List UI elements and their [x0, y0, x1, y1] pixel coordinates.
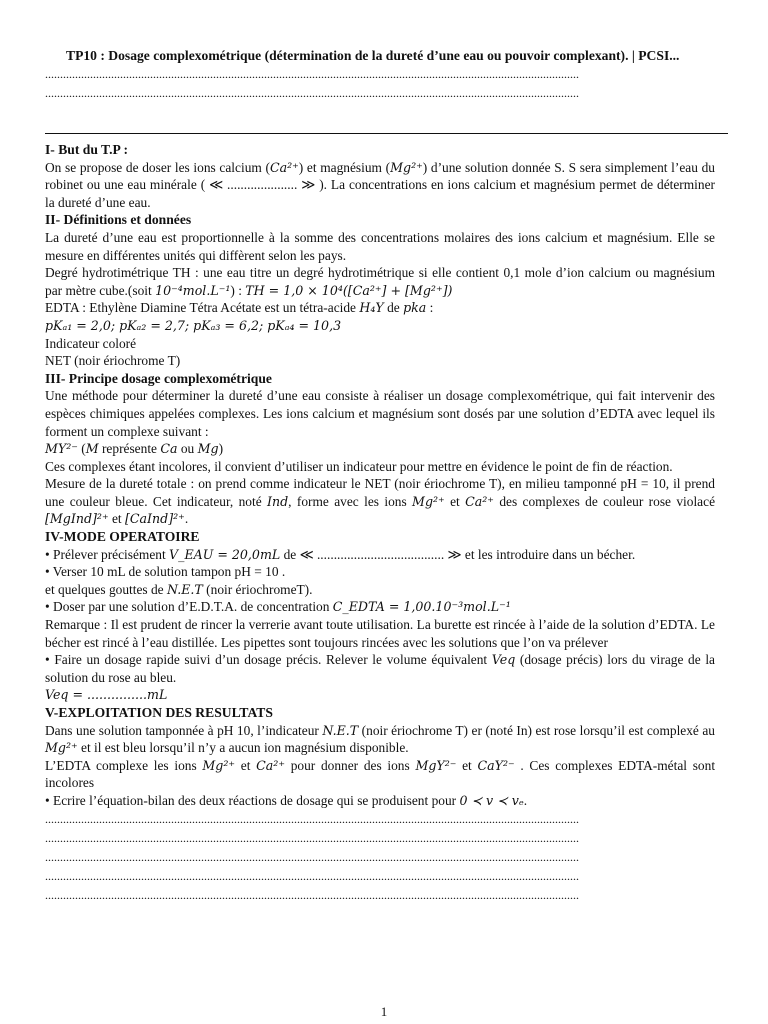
paragraph: Remarque : Il est prudent de rincer la verrerie avant toute utilisation. La burette est rincée à l’aide de la solution d’EDTA. Le bécher est rincé à l’eau distillée. Les pipettes sont toujours rincées avec les solutions que l’on va prélever — [45, 617, 715, 650]
paragraph: Mesure de la dureté totale : on prend comme indicateur le NET (noir ériochrome T), en milieu tamponné pH = 10, il prend une couleur bleue. Cet indicateur, noté Ind, forme avec les ions Mg²⁺ et Ca²⁺ des complexes de couleur rose violacé [MgInd]²⁺ et [CaInd]²⁺. — [45, 476, 716, 527]
paragraph: MY²⁻ (M représente Ca ou Mg) — [45, 441, 224, 457]
section-heading: IV-MODE OPERATOIRE — [45, 529, 200, 545]
paragraph: EDTA : Ethylène Diamine Tétra Acétate est un tétra-acide H₄Y de pka : — [45, 300, 434, 316]
paragraph: La dureté d’une eau est proportionnelle à la somme des concentrations molaires des ions calcium et magnésium. Elle se mesure en différentes unités qui diffèrent selon les pays. — [45, 229, 715, 263]
answer-dotted-line[interactable]: .................................................................................................................................................................................. — [45, 811, 579, 826]
formula-line: Veq = ...............mL — [45, 687, 168, 703]
section-heading: II- Définitions et données — [45, 212, 192, 228]
answer-dotted-line[interactable]: .................................................................................................................................................................................. — [45, 849, 579, 864]
answer-dotted-line[interactable]: .................................................................................................................................................................................. — [45, 830, 579, 845]
paragraph: Ces complexes étant incolores, il convient d’utiliser un indicateur pour mettre en évidence le point de fin de réaction. — [45, 458, 673, 474]
dotted-line: .................................................................................................................................................................................. — [45, 86, 579, 101]
list-item: • Faire un dosage rapide suivi d’un dosage précis. Relever le volume équivalent Veq (dosage précis) lors du virage de la solution du rose au bleu. — [45, 652, 715, 685]
section-heading: III- Principe dosage complexométrique — [45, 370, 272, 386]
answer-dotted-line[interactable]: .................................................................................................................................................................................. — [45, 868, 579, 883]
formula-line: pKₐ₁ = 2,0; pKₐ₂ = 2,7; pKₐ₃ = 6,2; pKₐ₄ = 10,3 — [45, 317, 342, 333]
page-number: 1 — [380, 1004, 388, 1019]
paragraph: et quelques gouttes de N.E.T (noir ériochromeT). — [45, 581, 313, 597]
horizontal-rule — [45, 133, 728, 134]
section-heading: V-EXPLOITATION DES RESULTATS — [45, 705, 273, 720]
answer-dotted-line[interactable]: .................................................................................................................................................................................. — [45, 887, 579, 902]
paragraph: Indicateur coloré — [45, 335, 137, 351]
paragraph: Degré hydrotimétrique TH : une eau titre un degré hydrotimétrique si elle contient 0,1 mole d’ion calcium ou magnésium par mètre cube.(soit 10⁻⁴mol.L⁻¹) : TH = 1,0 × 10⁴([Ca²⁺] + [Mg²⁺]) — [45, 265, 715, 298]
list-item: • Prélever précisément V_EAU = 20,0mL de ≪ ...................................... ≫ et les introduire dans un bécher. — [45, 546, 636, 562]
paragraph: L’EDTA complexe les ions Mg²⁺ et Ca²⁺ pour donner des ions MgY²⁻ et CaY²⁻ . Ces complexes EDTA-métal sont incolores — [45, 757, 716, 791]
paragraph: NET (noir ériochrome T) — [45, 353, 181, 369]
list-item: • Doser par une solution d’E.D.T.A. de concentration C_EDTA = 1,00.10⁻³mol.L⁻¹ — [45, 599, 511, 615]
dotted-line: .................................................................................................................................................................................. — [45, 66, 579, 81]
paragraph: Une méthode pour déterminer la dureté d’une eau consiste à réaliser un dosage complexométrique, qui fait intervenir des espèces chimiques appelées complexes. Les ions calcium et magnésium sont dosés par une solution d’EDTA avec lequel ils forment un complexe suivant : — [45, 388, 715, 439]
list-item: • Verser 10 mL de solution tampon pH = 10 . — [45, 564, 286, 580]
paragraph: On se propose de doser les ions calcium (Ca²⁺) et magnésium (Mg²⁺) d’une solution donnée S. S sera simplement l’eau du robinet ou une eau minérale ( ≪ ..................... ≫ ). La concentrations en ions calcium et magnésium permet de déterminer la dureté d’une eau. — [45, 159, 715, 210]
document-body — [45, 141, 715, 905]
document-header — [45, 47, 687, 104]
section-heading: I- But du T.P : — [45, 142, 128, 157]
paragraph: Dans une solution tamponnée à pH 10, l’indicateur N.E.T (noir ériochrome T) er (noté In) est rose lorsqu’il est complexé au Mg²⁺ et il est bleu lorsqu’il n’y a aucun ion magnésium disponible. — [45, 722, 715, 756]
list-item: • Ecrire l’équation-bilan des deux réactions de dosage qui se produisent pour 0 ≺ v ≺ vₑ. — [45, 792, 528, 808]
page-title: TP10 : Dosage complexométrique (détermination de la dureté d’une eau ou pouvoir complexant). | PCSI... — [66, 48, 680, 63]
